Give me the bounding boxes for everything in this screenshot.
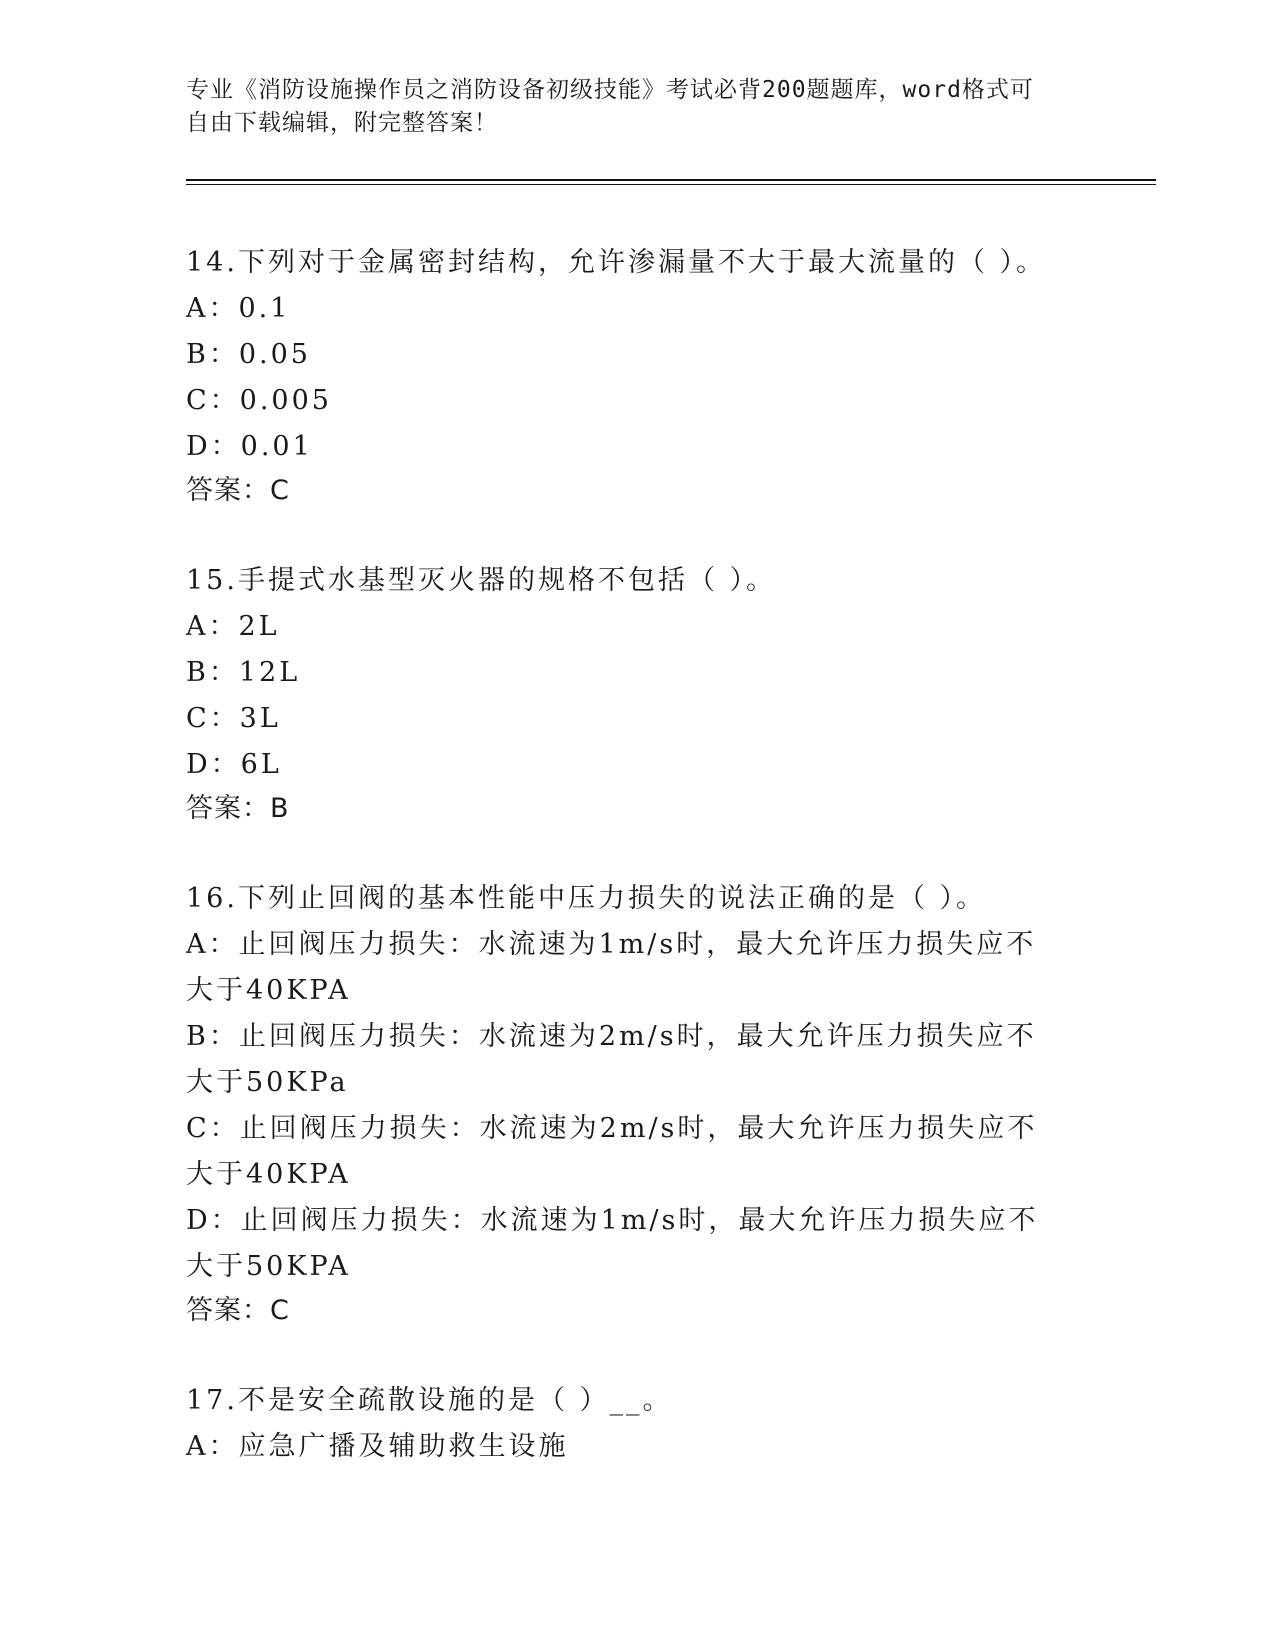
answer-line: 答案：C bbox=[186, 475, 290, 506]
option-a: A：应急广播及辅助救生设施 bbox=[186, 1431, 569, 1462]
option-d: D：6L bbox=[186, 749, 282, 780]
question-15 bbox=[186, 558, 1086, 830]
question-stem: 17.不是安全疏散设施的是（ ）__。 bbox=[186, 1385, 673, 1416]
answer-line: 答案：C bbox=[186, 1295, 290, 1326]
answer-line: 答案：B bbox=[186, 793, 290, 824]
option-c: C：止回阀压力损失：水流速为2m/s时，最大允许压力损失应不大于40KPA bbox=[186, 1113, 1038, 1190]
header-line-1: 专业《消防设施操作员之消防设备初级技能》考试必背200题题库，word格式可 bbox=[186, 77, 1034, 103]
option-c: C：3L bbox=[186, 703, 281, 734]
question-16 bbox=[186, 876, 1086, 1332]
option-b: B：0.05 bbox=[186, 339, 311, 370]
document-header bbox=[186, 74, 1086, 140]
option-b: B：止回阀压力损失：水流速为2m/s时，最大允许压力损失应不大于50KPa bbox=[186, 1021, 1037, 1098]
header-divider-top bbox=[186, 179, 1156, 181]
question-list bbox=[186, 240, 1086, 1516]
option-a: A：0.1 bbox=[186, 293, 291, 324]
header-line-2: 自由下载编辑，附完整答案！ bbox=[186, 110, 498, 136]
option-d: D：止回阀压力损失：水流速为1m/s时，最大允许压力损失应不大于50KPA bbox=[186, 1205, 1039, 1282]
option-b: B：12L bbox=[186, 657, 301, 688]
header-divider-bottom bbox=[186, 184, 1156, 185]
question-stem: 16.下列止回阀的基本性能中压力损失的说法正确的是（ ）。 bbox=[186, 883, 987, 914]
question-stem: 15.手提式水基型灭火器的规格不包括（ ）。 bbox=[186, 565, 777, 596]
question-14 bbox=[186, 240, 1086, 512]
option-c: C：0.005 bbox=[186, 385, 332, 416]
question-17 bbox=[186, 1378, 1086, 1470]
option-a: A：2L bbox=[186, 611, 280, 642]
option-d: D：0.01 bbox=[186, 431, 313, 462]
question-stem: 14.下列对于金属密封结构，允许渗漏量不大于最大流量的（ ）。 bbox=[186, 247, 1047, 278]
option-a: A：止回阀压力损失：水流速为1m/s时，最大允许压力损失应不大于40KPA bbox=[186, 929, 1037, 1006]
